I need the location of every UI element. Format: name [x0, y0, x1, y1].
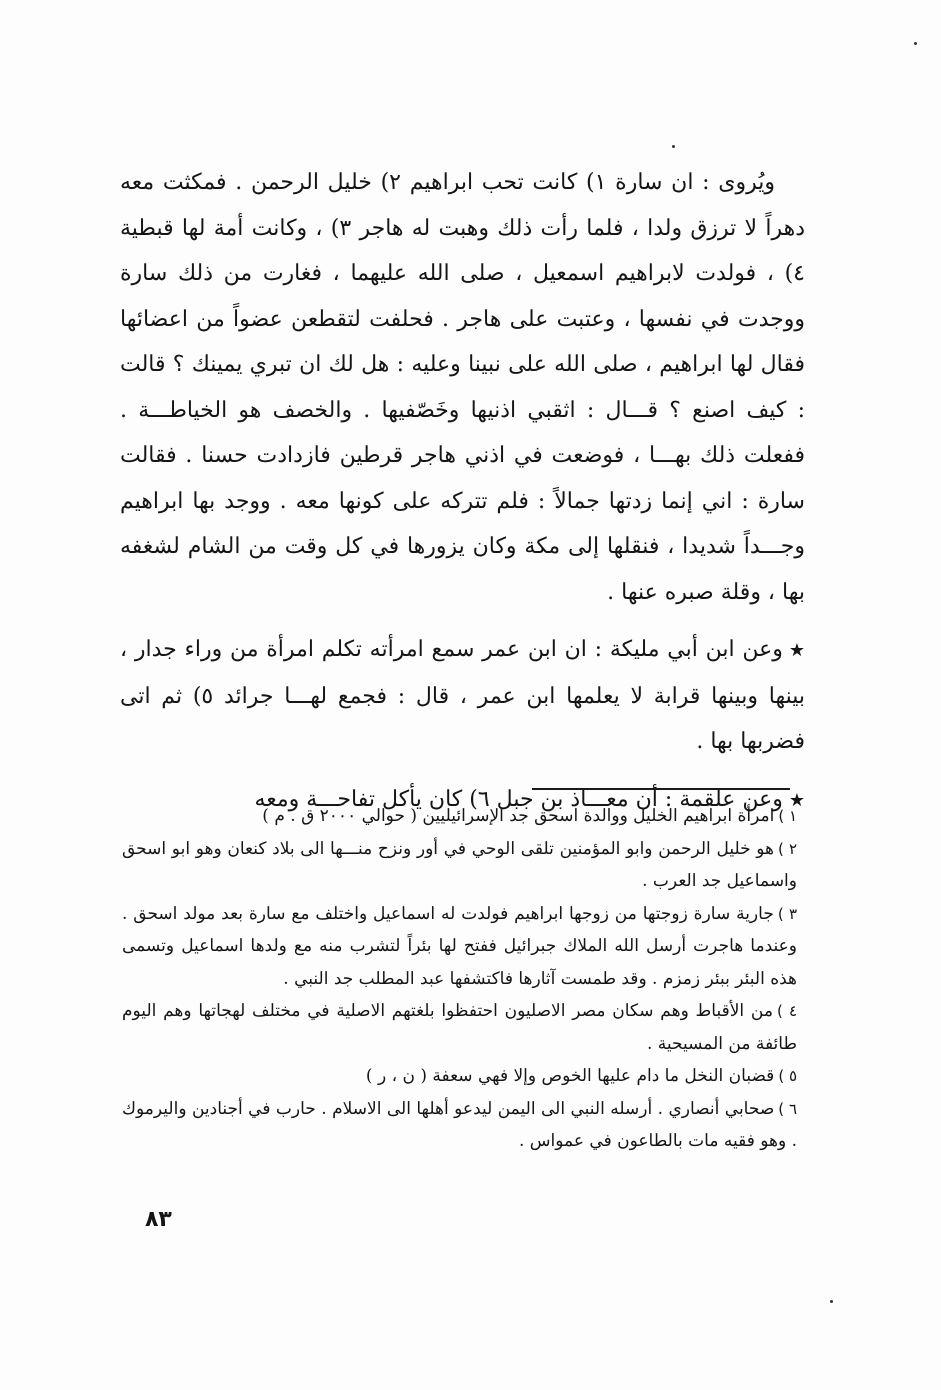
- footnote-text: قضبان النخل ما دام عليها الخوص وإلا فهي سعفة ( ن ، ر ): [365, 1066, 775, 1086]
- footnote-number: ٢ ): [778, 839, 797, 858]
- footnote-number: ١ ): [778, 807, 797, 825]
- body-paragraph-2: [120, 627, 805, 765]
- footnote-text: جارية سارة زوجتها من زوجها ابراهيم فولدت له اسماعيل واختلف مع سارة بعد مولد اسحق . وعندما هاجرت أرسل الله الملاك جبرائيل ففتح لها بئراً لتشرب منه مع ولدها اسماعيل وتسمى هذه البئر ببئر زمزم . وقد طمست آثارها فاكتشفها عبد المطلب جد النبي .: [122, 903, 797, 989]
- main-text-block: [120, 160, 805, 823]
- star-icon: ★: [788, 640, 805, 661]
- print-speck: [830, 1300, 833, 1303]
- footnotes: [122, 800, 797, 1158]
- footnote: [122, 800, 797, 833]
- footnote: [122, 898, 797, 996]
- star-icon: ★: [788, 789, 805, 811]
- footnote: [122, 833, 797, 898]
- footnote-text: امرأة ابراهيم الخليل ووالدة اسحق جد الإسرائيليين ( حوالي ٢٠٠٠ ق . م ): [262, 806, 775, 826]
- footnote-text: من الأقباط وهم سكان مصر الاصليون احتفظوا بلغتهم الاصلية في مختلف لهجاتها وهم اليوم طائفة من المسيحية .: [122, 1001, 797, 1054]
- page-number: ٨٣: [145, 1207, 172, 1232]
- footnote-text: صحابي أنصاري . أرسله النبي الى اليمن ليدعو أهلها الى الاسلام . حارب في أجنادين واليرموك . وهو فقيه مات بالطاعون في عمواس .: [122, 1098, 797, 1151]
- body-paragraph-1: ويُروى : ان سارة ١) كانت تحب ابراهيم ٢) خليل الرحمن . فمكثت معه دهراً لا ترزق ولدا ، فلما رأت ذلك وهبت له هاجر ٣) ، وكانت أمة لها قبطية ٤) ، فولدت لابراهيم اسمعيل ، صلى الله عليهما ، فغارت من ذلك سارة ووجدت في نفسها ، وعتبت على هاجر . فحلفت لتقطعن عضواً من اعضائها فقال لها ابراهيم ، صلى الله على نبينا وعليه : هل لك ان تبري يمينك ؟ قالت : كيف اصنع ؟ قـــال : اثقبي اذنيها وخَصّفيها . والخصف هو الخياطـــة . ففعلت ذلك بهـــا ، فوضعت في اذني هاجر قرطين فازدادت حسنا . فقالت سارة : اني إنما زدتها جمالاً : فلم تتركه على كونها معه . ووجد بها ابراهيم وجـــداً شديدا ، فنقلها إلى مكة وكان يزورها في كل وقت من الشام لشغفه بها ، وقلة صبره عنها .: [120, 170, 805, 605]
- footnote: [122, 995, 797, 1060]
- footnote-number: ٥ ): [778, 1067, 797, 1085]
- footnote-number: ٦ ): [778, 1099, 797, 1118]
- footnote: [122, 1093, 797, 1158]
- paragraph-2-text: وعن ابن أبي مليكة : ان ابن عمر سمع امرأته تكلم امرأة من وراء جدار ، بينها وبينها قرابة لا يعلمها ابن عمر ، قال : فجمع لهـــا جرائد ٥) ثم اتى فضربها بها .: [120, 637, 806, 754]
- footnote-text: هو خليل الرحمن وابو المؤمنين تلقى الوحي في أور ونزح منـــها الى بلاد كنعان وهو ابو اسحق واسماعيل جد العرب .: [122, 838, 797, 891]
- footnote: [122, 1060, 797, 1093]
- footnote-separator: [532, 788, 790, 790]
- footnote-number: ٤ ): [776, 1002, 797, 1020]
- print-speck: [914, 42, 917, 45]
- print-speck: [672, 145, 675, 148]
- paragraph-3-text: وعن علقمة : أن معـــاذ بن جبل ٦) كان يأكل تفاحـــة ومعه: [254, 786, 783, 812]
- footnote-number: ٣ ): [777, 904, 797, 923]
